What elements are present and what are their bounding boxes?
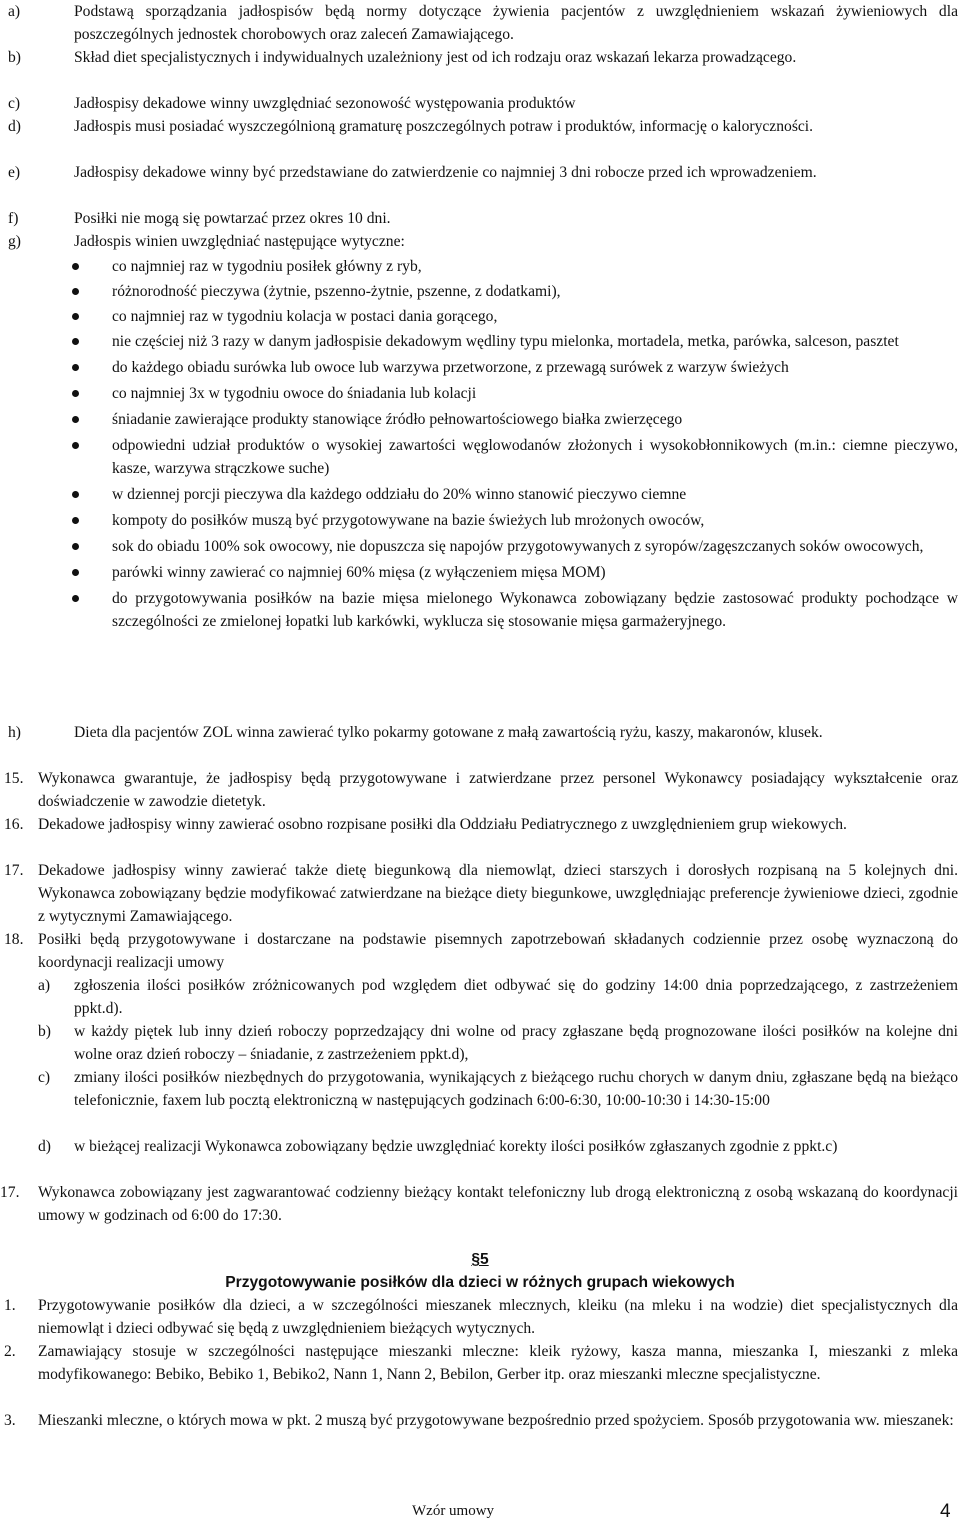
item-label: 18. bbox=[4, 931, 24, 948]
list-item: co najmniej raz w tygodniu kolacja w postaci dania gorącego, bbox=[112, 305, 958, 328]
item-label: c) bbox=[38, 1069, 51, 1086]
item-text: Podstawą sporządzania jadłospisów będą normy dotyczące żywienia pacjentów z uwzględnieniem wskazań żywieniowych dla poszczególnych jednostek chorobowych oraz zaleceń Zamawiającego. bbox=[74, 3, 958, 43]
item-label: a) bbox=[8, 3, 21, 20]
item-text: Skład diet specjalistycznych i indywidualnych uzależniony jest od ich rodzaju oraz wskazań lekarza prowadzącego. bbox=[74, 49, 797, 66]
item-text: w bieżącej realizacji Wykonawca zobowiązany będzie uwzględniać korekty ilości posiłków zgłaszanych zgodnie z ppkt.c) bbox=[74, 1138, 838, 1155]
list-item: kompoty do posiłków muszą być przygotowywane na bazie świeżych lub mrożonych owoców, bbox=[112, 509, 958, 532]
item-text: zmiany ilości posiłków niezbędnych do przygotowania, wynikających z bieżącego ruchu chorych w danym dniu, zgłaszane będą na bieżąco telefonicznie, faxem lub pocztą elektroniczną w następujących godzinach 6:00-6:30, 10:00-10:30 i 14:30-15:00 bbox=[74, 1069, 958, 1109]
list-item bbox=[8, 46, 958, 69]
list-item: nie częściej niż 3 razy w danym jadłospisie dekadowym wędliny typu mielonka, mortadela, metka, parówka, salceson, pasztet bbox=[112, 330, 958, 353]
item-text: Posiłki będą przygotowywane i dostarczane na podstawie pisemnych zapotrzebowań składanych codziennie przez osobę wyznaczoną do koordynacji realizacji umowy bbox=[38, 931, 958, 971]
list-item: odpowiedni udział produktów o wysokiej zawartości węglowodanów złożonych i wysokobłonnikowych (m.in.: ciemne pieczywo, kasze, warzywa strączkowe suche) bbox=[112, 434, 958, 480]
list-item bbox=[8, 92, 958, 115]
item-label: a) bbox=[38, 977, 51, 994]
item-label: b) bbox=[8, 49, 21, 66]
section-number: §5 bbox=[471, 1251, 489, 1268]
numbered-item bbox=[0, 1340, 958, 1386]
item-label: d) bbox=[8, 118, 21, 135]
item-text: Jadłospisy dekadowe winny być przedstawiane do zatwierdzenie co najmniej 3 dni robocze przed ich wprowadzeniem. bbox=[74, 164, 817, 181]
item-text: Jadłospisy dekadowe winny uwzględniać sezonowość występowania produktów bbox=[74, 95, 576, 112]
item-label: d) bbox=[38, 1138, 51, 1155]
item-label: e) bbox=[8, 164, 21, 181]
numbered-item bbox=[0, 1409, 958, 1432]
guidelines-list bbox=[112, 255, 958, 633]
list-item bbox=[8, 230, 958, 253]
item-label: g) bbox=[8, 233, 21, 250]
item-text: Mieszanki mleczne, o których mowa w pkt. 2 muszą być przygotowywane bezpośrednio przed spożyciem. Sposób przygotowania ww. mieszanek: bbox=[38, 1412, 954, 1429]
sub-item bbox=[38, 1020, 958, 1066]
item-label: 2. bbox=[4, 1343, 16, 1360]
footer-label: Wzór umowy bbox=[412, 1503, 495, 1519]
item-text: Wykonawca zobowiązany jest zagwarantować codzienny bieżący kontakt telefoniczny lub drogą elektroniczną z osobą wskazaną do koordynacji umowy w godzinach od 6:00 do 17:30. bbox=[38, 1184, 958, 1224]
item-text: Posiłki nie mogą się powtarzać przez okres 10 dni. bbox=[74, 210, 391, 227]
item-label: 1. bbox=[4, 1297, 16, 1314]
item-label: h) bbox=[8, 724, 21, 741]
item-label: f) bbox=[8, 210, 19, 227]
item-text: zgłoszenia ilości posiłków zróżnicowanych pod względem diet odbywać się do godziny 14:00 dnia poprzedzającego, z zastrzeżeniem ppkt.d). bbox=[74, 977, 958, 1017]
list-item bbox=[8, 721, 958, 744]
list-item bbox=[8, 207, 958, 230]
numbered-item bbox=[0, 1294, 958, 1340]
item-label: b) bbox=[38, 1023, 51, 1040]
item-text: Wykonawca gwarantuje, że jadłospisy będą przygotowywane i zatwierdzane przez personel Wykonawcy posiadający wykształcenie oraz doświadczenie w zawodzie dietetyk. bbox=[38, 770, 958, 810]
list-item: co najmniej 3x w tygodniu owoce do śniadania lub kolacji bbox=[112, 382, 958, 405]
item-text: Jadłospis winien uwzględniać następujące wytyczne: bbox=[74, 233, 405, 250]
numbered-item bbox=[0, 767, 958, 813]
item-label: 17. bbox=[0, 1184, 20, 1201]
item-text: Jadłospis musi posiadać wyszczególnioną gramaturę poszczególnych potraw i produktów, informację o kaloryczności. bbox=[74, 118, 814, 135]
list-item: różnorodność pieczywa (żytnie, pszenno-żytnie, pszenne, z dodatkami), bbox=[112, 280, 958, 303]
sub-item bbox=[38, 974, 958, 1020]
item-text: Dekadowe jadłospisy winny zawierać także dietę biegunkową dla niemowląt, dzieci starszych i dorosłych rozpisaną na 5 kolejnych dni. Wykonawca zobowiązany będzie modyfikować zatwierdzane na bieżące diety biegunkowe, uwzględniając preferencje żywieniowe dzieci, zgodnie z wytycznymi Zamawiającego. bbox=[38, 862, 958, 925]
list-item: w dziennej porcji pieczywa dla każdego oddziału do 20% winno stanowić pieczywo ciemne bbox=[112, 483, 958, 506]
sub-item bbox=[38, 1135, 958, 1158]
list-item: parówki winny zawierać co najmniej 60% mięsa (z wyłączeniem mięsa MOM) bbox=[112, 561, 958, 584]
numbered-item bbox=[0, 928, 958, 974]
list-item: do przygotowywania posiłków na bazie mięsa mielonego Wykonawca zobowiązany będzie zastosować produkty pochodzące w szczególności ze zmielonej łopatki lub karkówki, wyklucza się stosowanie mięsa garmażeryjnego. bbox=[112, 587, 958, 633]
item-label: 16. bbox=[4, 816, 24, 833]
numbered-item bbox=[0, 1181, 958, 1227]
list-item bbox=[8, 0, 958, 46]
item-text: Dieta dla pacjentów ZOL winna zawierać tylko pokarmy gotowane z małą zawartością ryżu, kaszy, makaronów, klusek. bbox=[74, 724, 823, 741]
page-number: 4 bbox=[940, 1501, 951, 1522]
list-item: co najmniej raz w tygodniu posiłek główny z ryb, bbox=[112, 255, 958, 278]
item-text: Dekadowe jadłospisy winny zawierać osobno rozpisane posiłki dla Oddziału Pediatrycznego z uwzględnieniem grup wiekowych. bbox=[38, 816, 847, 833]
list-item: do każdego obiadu surówka lub owoce lub warzywa przetworzone, z przewagą surówek z warzyw świeżych bbox=[112, 356, 958, 379]
item-text: w każdy piętek lub inny dzień roboczy poprzedzający dni wolne od pracy zgłaszane będą prognozowane ilości posiłków na kolejne dni wolne oraz dzień roboczy – śniadanie, z zastrzeżeniem ppkt.d), bbox=[74, 1023, 958, 1063]
section-title: Przygotowywanie posiłków dla dzieci w różnych grupach wiekowych bbox=[225, 1274, 735, 1291]
item-text: Zamawiający stosuje w szczególności następujące mieszanki mleczne: kleik ryżowy, kasza manna, mieszanka I, mieszanki z mleka modyfikowanego: Bebiko, Bebiko 1, Bebiko2, Nann 1, Nann 2, Bebilon, Gerber itp. oraz mieszanki mleczne specjalistyczne. bbox=[38, 1343, 958, 1383]
item-label: 17. bbox=[4, 862, 24, 879]
item-label: 3. bbox=[4, 1412, 16, 1429]
list-item: sok do obiadu 100% sok owocowy, nie dopuszcza się napojów przygotowywanych z syropów/zagęszczanych soków owocowych, bbox=[112, 535, 958, 558]
item-label: 15. bbox=[4, 770, 24, 787]
list-item: śniadanie zawierające produkty stanowiące źródło pełnowartościowego białka zwierzęcego bbox=[112, 408, 958, 431]
list-item bbox=[8, 161, 958, 184]
sub-item bbox=[38, 1066, 958, 1112]
numbered-item bbox=[0, 813, 958, 836]
list-item bbox=[8, 115, 958, 138]
item-text: Przygotowywanie posiłków dla dzieci, a w szczególności mieszanek mlecznych, kleiku (na mleku i na wodzie) diet specjalistycznych dla niemowląt i dzieci odbywać się będą z uwzględnieniem bieżących wytycznych. bbox=[38, 1297, 958, 1337]
item-label: c) bbox=[8, 95, 21, 112]
numbered-item bbox=[0, 859, 958, 928]
